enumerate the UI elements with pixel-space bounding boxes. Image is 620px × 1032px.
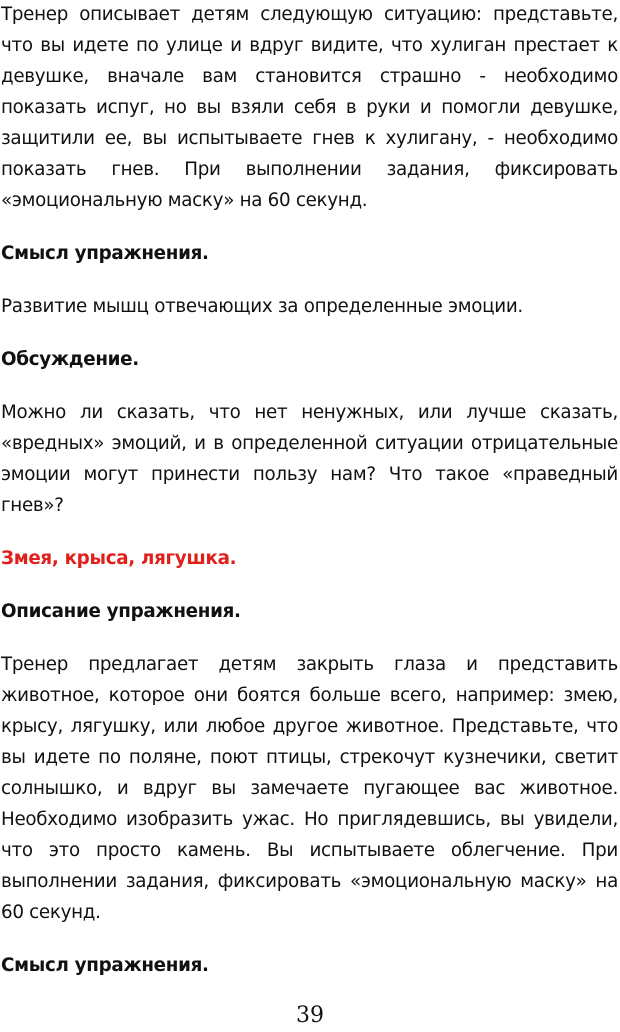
paragraph-discussion: Можно ли сказать, что нет ненужных, или лучше сказать, «вредных» эмоций, и в определенной ситуации отрицательные эмоции могут принести пользу нам? Что такое «праведный гнев»? [1, 402, 618, 516]
heading-discussion: Обсуждение. [1, 349, 139, 370]
page-number: 39 [296, 1003, 324, 1028]
paragraph-situation: Тренер описывает детям следующую ситуацию: представьте, что вы идете по улице и вдруг видите, что хулиган престает к девушке, вначале вам становится страшно - необходимо показать испуг, но вы взяли себя в руки и помогли девушке, защитили ее, вы испытываете гнев к хулигану, - необходимо показать гнев. При выполнении задания, фиксировать «эмоциональную маску» на 60 секунд. [1, 4, 618, 211]
paragraph-meaning: Развитие мышц отвечающих за определенные эмоции. [1, 296, 523, 317]
heading-exercise-meaning: Смысл упражнения. [1, 243, 209, 264]
exercise-title: Змея, крыса, лягушка. [1, 548, 237, 569]
page-content [1, 0, 618, 981]
heading-exercise-meaning-2: Смысл упражнения. [1, 955, 209, 976]
heading-exercise-description: Описание упражнения. [1, 601, 241, 622]
paragraph-description: Тренер предлагает детям закрыть глаза и представить животное, которое они боятся больше всего, например: змею, крысу, лягушку, или любое другое животное. Представьте, что вы идете по поляне, поют птицы, стрекочут кузнечики, светит солнышко, и вдруг вы замечаете пугающее вас животное. Необходимо изобразить ужас. Но приглядевшись, вы увидели, что это просто камень. Вы испытываете облегчение. При выполнении задания, фиксировать «эмоциональную маску» на 60 секунд. [1, 654, 618, 923]
